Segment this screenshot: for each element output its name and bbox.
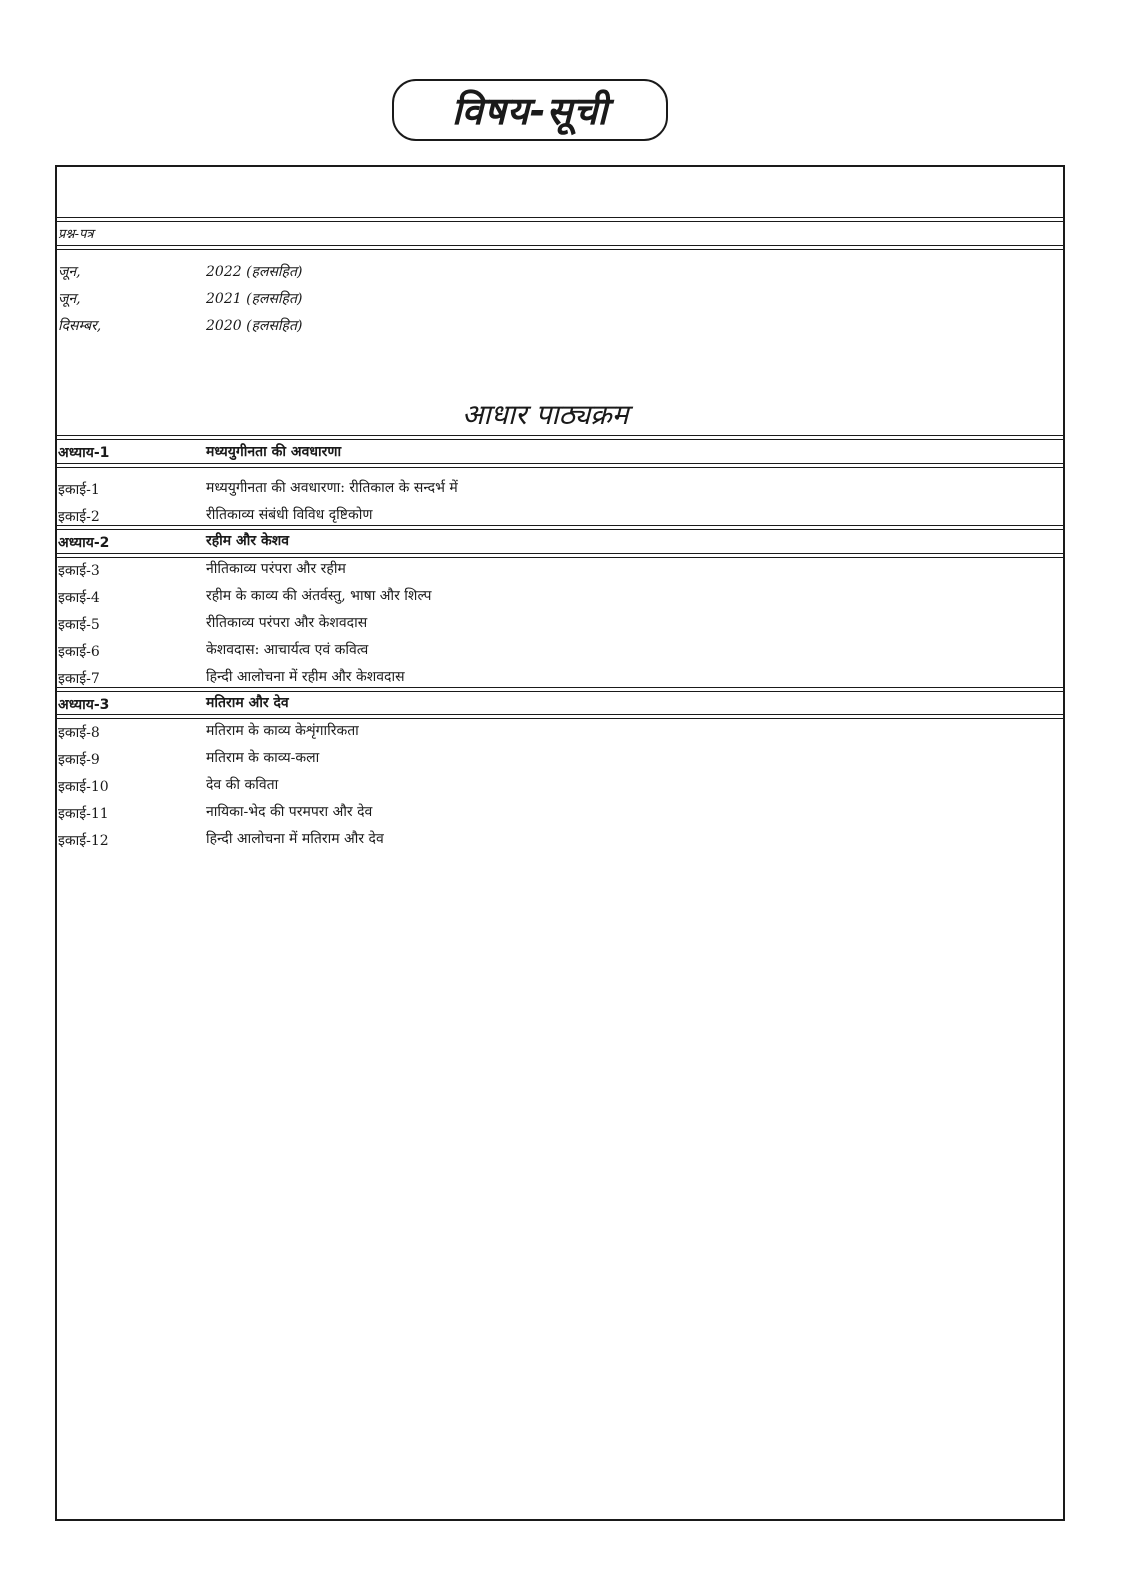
unit-label: इकाई-10 — [58, 779, 109, 795]
divider — [55, 687, 1063, 688]
chapter-title: मतिराम और देव — [206, 695, 289, 711]
unit-title: नायिका-भेद की परमपरा और देव — [206, 804, 373, 820]
paper-month: जून, — [58, 291, 81, 307]
unit-label: इकाई-8 — [58, 725, 100, 741]
unit-label: इकाई-5 — [58, 617, 100, 633]
unit-title: मध्ययुगीनता की अवधारणा: रीतिकाल के सन्दर्भ में — [206, 480, 458, 496]
divider — [55, 463, 1063, 464]
unit-title: हिन्दी आलोचना में मतिराम और देव — [206, 831, 384, 847]
page-title-box — [392, 79, 668, 141]
unit-title: मतिराम के काव्य-कला — [206, 750, 320, 766]
unit-label: इकाई-12 — [58, 833, 109, 849]
unit-title: मतिराम के काव्य केशृंगारिकता — [206, 723, 359, 739]
page-title: विषय-सूची — [451, 89, 609, 133]
divider — [55, 553, 1063, 554]
divider — [55, 718, 1063, 719]
paper-month: दिसम्बर, — [58, 318, 102, 334]
unit-title: देव की कविता — [206, 777, 279, 793]
section-title: आधार पाठ्यक्रम — [462, 398, 629, 431]
paper-year: 2022 (हलसहित) — [206, 264, 303, 280]
unit-label: इकाई-4 — [58, 590, 100, 606]
divider — [55, 249, 1063, 250]
unit-label: इकाई-3 — [58, 563, 100, 579]
divider — [55, 435, 1063, 436]
unit-title: हिन्दी आलोचना में रहीम और केशवदास — [206, 669, 405, 685]
unit-title: रीतिकाव्य संबंधी विविध दृष्टिकोण — [206, 507, 373, 523]
unit-title: रहीम के काव्य की अंतर्वस्तु, भाषा और शिल्प — [206, 588, 432, 604]
paper-month: जून, — [58, 264, 81, 280]
divider — [55, 691, 1063, 692]
unit-title: नीतिकाव्य परंपरा और रहीम — [206, 561, 346, 577]
unit-label: इकाई-7 — [58, 671, 100, 687]
chapter-title: मध्ययुगीनता की अवधारणा — [206, 444, 342, 460]
chapter-label: अध्याय-1 — [58, 445, 110, 461]
divider — [55, 529, 1063, 530]
divider — [55, 714, 1063, 715]
unit-label: इकाई-2 — [58, 509, 100, 525]
chapter-title: रहीम और केशव — [206, 533, 290, 549]
unit-label: इकाई-9 — [58, 752, 100, 768]
unit-label: इकाई-6 — [58, 644, 100, 660]
divider — [55, 525, 1063, 526]
chapter-label: अध्याय-3 — [58, 697, 110, 713]
paper-year: 2021 (हलसहित) — [206, 291, 303, 307]
paper-year: 2020 (हलसहित) — [206, 318, 303, 334]
divider — [55, 245, 1063, 246]
unit-label: इकाई-11 — [58, 806, 109, 822]
chapter-label: अध्याय-2 — [58, 535, 110, 551]
divider — [55, 467, 1063, 468]
papers-heading: प्रश्न-पत्र — [58, 227, 94, 242]
unit-label: इकाई-1 — [58, 482, 100, 498]
divider — [55, 217, 1063, 218]
unit-title: रीतिकाव्य परंपरा और केशवदास — [206, 615, 368, 631]
divider — [55, 439, 1063, 440]
divider — [55, 557, 1063, 558]
divider — [55, 221, 1063, 222]
unit-title: केशवदास: आचार्यत्व एवं कवित्व — [206, 642, 369, 658]
